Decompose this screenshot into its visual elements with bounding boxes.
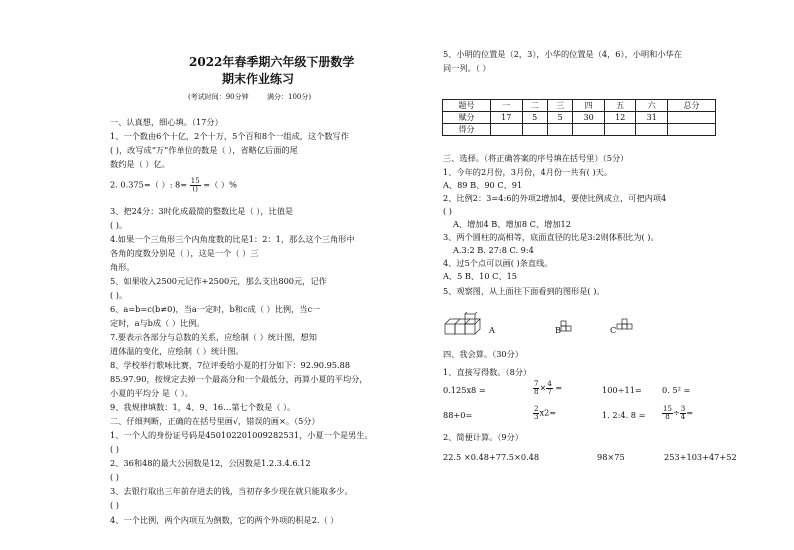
score-input-cell[interactable] [668,124,716,136]
table-cell: 四 [573,100,605,112]
calc-2-heading: 2、简便计算。（9分） [443,432,524,442]
calc-r1c4: 0. 5² = [662,385,691,395]
table-row [443,112,716,124]
question-4-line1: 4.如果一个三角形三个内角度数的比是1：2：1，那么这个三角形中 [110,234,355,244]
calc-r1c2 [533,381,562,396]
denominator: () [192,185,198,193]
question-2-suffix: =（ ）% [203,179,237,190]
choice-1: 1、今年的2月份，3月份，4月份一共有( )天。 [443,167,613,177]
calc-r2c1: 88+0= [443,410,473,420]
expression: x2= [539,407,557,418]
table-cell: 31 [636,112,668,124]
question-8-line1: 8、学校举行歌咏比赛，7位评委给小夏的打分如下：92.90.95.88 [110,360,351,370]
table-cell: 题号 [443,100,491,112]
choice-5: 5、观察图，从上面往下面看到的图形是( )。 [443,286,605,296]
exam-time: (考试时间：90分钟 [188,93,249,101]
simplify-2: 98×75 [597,452,625,462]
fraction [190,178,201,193]
question-1-line1: 1、一个数由6个十亿，2个十万，5个百和8个一组成，这个数写作 [110,131,349,141]
table-cell: 赋分 [443,112,491,124]
calc-r2c3: 1. 2:4. 8 = [602,410,646,420]
operator: ÷ [672,407,680,418]
fraction [662,406,673,421]
numerator: 4 [547,380,552,388]
score-table [442,99,716,136]
section-2-heading: 二、仔细判断，正确的在括号里画√，错误的画×。（5分） [110,416,320,426]
calc-1-heading: 1、直接写得数。（8分） [443,367,532,377]
question-1-line2: ( )，改写成“万”作单位的数是（ ），省略亿后面的尾 [110,145,298,155]
judge-3-line1: 3、去银行取出三年前存进去的钱，当初存多少现在就只能取多少。 [110,486,353,496]
choice-4-options: A、5 B、10 C、15 [443,271,518,281]
calc-r2c4 [662,406,693,421]
option-c-label: C [610,325,617,335]
choice-3: 3、两个圆柱的高相等，底面直径的比是3:2则体积比为( )。 [443,232,659,242]
choice-4: 4、过5个点可以画( )条直线。 [443,258,553,268]
judge-1-line2: ( ) [110,444,119,454]
table-cell: 5 [547,112,572,124]
question-4-line2: 各角的度数分别是（ ），这是一个（ ）三 [110,248,259,258]
table-cell: 一 [490,100,522,112]
table-cell: 二 [522,100,547,112]
score-input-cell[interactable] [522,124,547,136]
denominator: 8 [534,388,539,396]
judge-5-line2: 同一列。（ ） [443,63,491,73]
score-input-cell[interactable] [490,124,522,136]
judge-5-line1: 5、小明的位置是（2，3），小华的位置是（4，6），小明和小华在 [443,49,682,59]
option-b-label: B [555,325,562,335]
choice-1-options: A、89 B、90 C、91 [443,180,523,190]
table-cell: 30 [573,112,605,124]
score-input-cell[interactable] [636,124,668,136]
page-subtitle: 期末作业练习 [222,72,295,86]
operator: × [539,382,547,393]
calc-r1c1: 0.125x8 = [443,385,486,395]
table-cell: 三 [547,100,572,112]
table-cell: 六 [636,100,668,112]
table-header-row [443,100,716,112]
numerator: 15 [663,405,672,413]
table-cell: 五 [604,100,636,112]
score-input-cell[interactable] [604,124,636,136]
denominator: 4 [680,413,686,421]
judge-2-line1: 2、36和48的最大公因数是12，公因数是1.2.3.4.6.12 [110,458,311,468]
denominator: 7 [547,388,552,396]
question-6-line2: 定时，a与b成（ ）比例。 [110,318,205,328]
choice-3-options: A.3:2 B. 27:8 C. 9:4 [453,245,534,255]
question-8-line3: 小夏的平均分 是（ ）。 [110,388,193,398]
question-2 [110,178,237,193]
question-2-prefix: 2. 0.375=（ ）: 8= [110,179,188,190]
score-input-cell[interactable] [547,124,572,136]
numerator: 3 [680,405,686,413]
numerator: 2 [534,405,539,413]
numerator: 7 [534,380,539,388]
judge-2-line2: ( ) [110,472,119,482]
question-3-line1: 3、把24分：3时化成最简的整数比是（ ），比值是 [110,206,294,216]
judge-3-line2: ( ) [110,500,119,510]
option-a-label: A [489,325,495,335]
denominator: 3 [534,413,539,421]
question-5-line1: 5、如果收入2500元记作+2500元，那么支出800元，记作 [110,276,327,286]
section-1-heading: 一、认真想，细心填。（17分） [110,117,223,127]
table-cell: 17 [490,112,522,124]
table-cell: 总分 [668,100,716,112]
table-cell: 5 [522,112,547,124]
judge-1-line1: 1、一个人的身份证号码是450102201009282531，小夏一个是男生。 [110,430,373,440]
calc-r2c2 [533,406,556,421]
section-4-heading: 四、我会算。（30分） [443,349,524,359]
cube-figure-main [444,312,490,338]
denominator: 8 [665,413,670,421]
question-8-line2: 85.97.90，按规定去掉一个最高分和一个最低分，再算小夏的平均分， [110,374,368,384]
simplify-3: 253+103+47+52 [664,452,737,462]
question-7-line1: 7.要表示各部分与总数的关系，应绘制（ ）统计图，想知 [110,332,317,342]
numerator: 15 [190,177,200,185]
question-9: 9、我规律填数：1，4、9、16…第七个数是（ ）。 [110,402,296,412]
question-7-line2: 道体温的变化，应绘制（ ）统计图。 [110,346,244,356]
choice-2-line1: 2、比例2：3=4:6的外项2增加4，要使比例成立，可把内项4 [443,193,667,203]
calc-r1c3: 100÷11= [602,385,642,395]
question-6-line1: 6、a=b=c(b≠0)，当a一定时，b和c成（ ）比例，当c一 [110,304,321,314]
score-input-cell[interactable] [573,124,605,136]
table-row [443,124,716,136]
table-cell: 12 [604,112,636,124]
section-3-heading: 三、选择。（将正确答案的序号填在括号里）（5分） [443,153,629,163]
equals: = [686,407,694,418]
equals: = [552,382,563,393]
question-1-line3: 数约是（ ）亿。 [110,159,170,169]
option-b-shape [560,320,574,334]
question-4-line3: 角形。 [110,262,135,272]
judge-4: 4、一个比例，两个内项互为倒数，它的两个外项的积是2.（ ） [110,515,339,525]
full-score: 满分：100分) [267,93,312,101]
question-5-line2: ( )。 [110,290,128,300]
choice-2-line2: ( ) [443,206,452,216]
table-cell: 得分 [443,124,491,136]
page-title: 2022年春季期六年级下册数学 [189,55,355,69]
simplify-1: 22.5 ×0.48+77.5×0.48 [443,452,540,462]
question-3-line2: ( )。 [110,220,128,230]
table-cell [668,112,716,124]
choice-2-options: A、增加4 B、增加8 C、增加12 [453,219,571,229]
option-c-shape [616,318,636,334]
